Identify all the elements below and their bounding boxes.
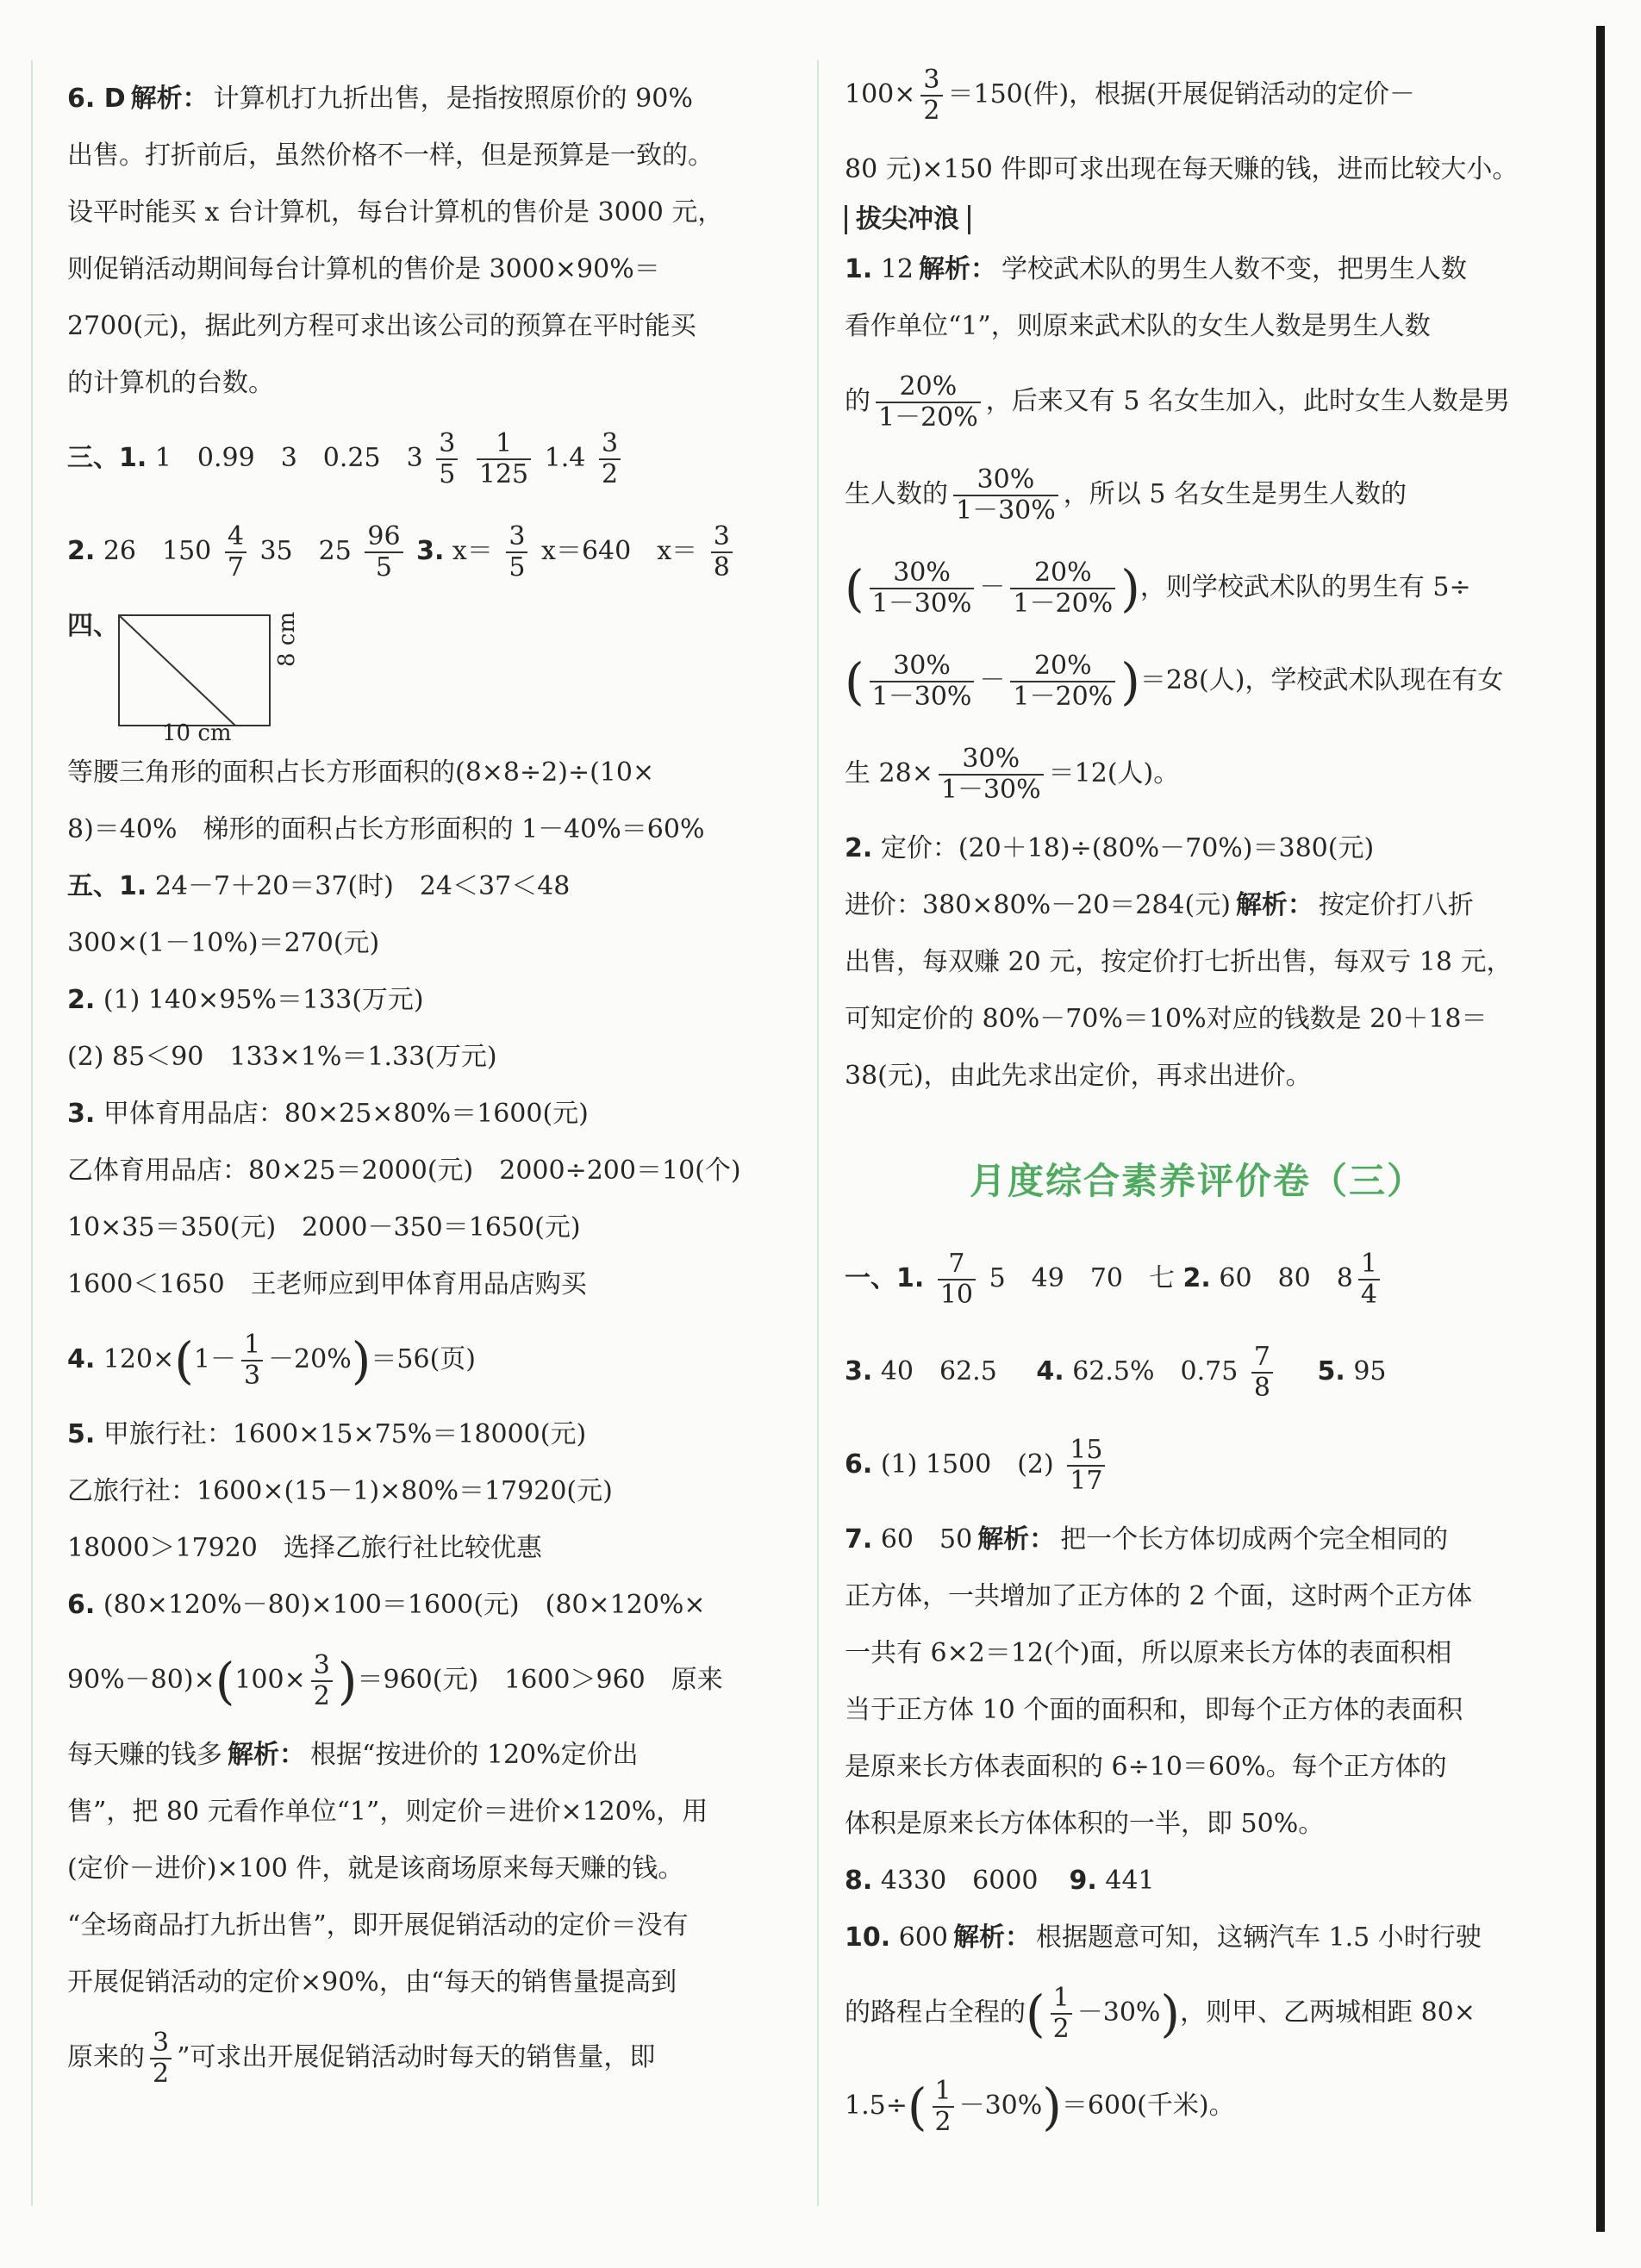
b1-line-2: 看作单位“1”，则原来武术队的女生人数是男生人数 bbox=[845, 311, 1431, 341]
left-margin-line bbox=[31, 60, 33, 2206]
section5-q6e: (定价－进价)×100 件，就是该商场原来每天赚的钱。 bbox=[67, 1854, 684, 1884]
c10-line-2: 的路程占全程的( $\frac{1}{2}$ －30%)，则甲、乙两城相距 80× bbox=[845, 1983, 1476, 2044]
c1-line: 一、1. $\frac{7}{10}$ 5 49 70 七 2. 60 80 8 $\frac{1}{4}$ bbox=[845, 1232, 1560, 1325]
rectangle bbox=[119, 615, 270, 726]
b2-line-1: 2. 定价：(20＋18)÷(80%－70%)＝380(元) bbox=[845, 833, 1375, 863]
b1-line-1: 1. 12 解析： 学校武术队的男生人数不变，把男生人数 bbox=[845, 254, 1468, 284]
section3-q2-q3: 2. 26 150 $\frac{4}{7}$ 35 25 $\frac{96}{5}$ 3. x＝ $\frac{3}{5}$ x＝640 x＝ $\frac{3}{8}$ bbox=[67, 505, 826, 598]
right-paren: ) bbox=[1160, 1984, 1181, 2043]
c6-line: 6. (1) 1500 (2) $\frac{15}{17}$ bbox=[845, 1418, 1560, 1511]
c7-line-2: 正方体，一共增加了正方体的 2 个面，这时两个正方体 bbox=[845, 1581, 1473, 1611]
section5-q5a: 5. 甲旅行社：1600×15×75%＝18000(元) bbox=[67, 1419, 587, 1449]
section5-q3c: 10×35＝350(元) 2000－350＝1650(元) bbox=[67, 1212, 581, 1243]
section5-q6b: 90%－80)×(100× $\frac{3}{2}$ )＝960(元) 1600＞960 原来 bbox=[67, 1650, 723, 1711]
left-paren: ( bbox=[845, 652, 864, 711]
fraction: $\frac{20\%}{1-20\%}$ bbox=[1010, 558, 1115, 619]
c7-line-3: 一共有 6×2＝12(个)面，所以原来长方体的表面积相 bbox=[845, 1638, 1452, 1668]
section5-q2a: 2. (1) 140×95%＝133(万元) bbox=[67, 985, 424, 1015]
c7-line-5: 是原来长方体表面积的 6÷10＝60%。每个正方体的 bbox=[845, 1752, 1447, 1782]
section4-figure-row: 四、 10 cm 8 cm bbox=[67, 611, 300, 746]
q6-line-4: 则促销活动期间每台计算机的售价是 3000×90%＝ bbox=[67, 254, 660, 284]
b2-line-3: 出售，每双赚 20 元，按定价打七折出售，每双亏 18 元， bbox=[845, 947, 1513, 977]
section4-line-2: 8)＝40% 梯形的面积占长方形面积的 1－40%＝60% bbox=[67, 814, 705, 844]
c7-line-6: 体积是原来长方体体积的一半，即 50%。 bbox=[845, 1809, 1325, 1839]
fraction: $\frac{1}{2}$ bbox=[933, 2077, 954, 2137]
section5-q6a: 6. (80×120%－80)×100＝1600(元) (80×120%× bbox=[67, 1590, 706, 1620]
fraction: $\frac{1}{3}$ bbox=[241, 1330, 263, 1391]
b1-line-4: 生人数的 $\frac{30\%}{1-30\%}$ ，所以 5 名女生是男生人数的 bbox=[845, 464, 1407, 526]
fraction: $\frac{20\%}{1-20\%}$ bbox=[1010, 651, 1115, 712]
right-paren: ) bbox=[1120, 652, 1140, 711]
fraction: $\frac{7}{8}$ bbox=[1251, 1343, 1273, 1403]
section5-q1: 五、1. 24－7＋20＝37(时) 24＜37＜48 bbox=[67, 871, 571, 901]
section-title: 月度综合素养评价卷（三） bbox=[970, 1160, 1426, 1202]
diagonal-line bbox=[119, 615, 235, 726]
fraction: $\frac{3}{5}$ bbox=[506, 522, 527, 583]
fraction: $\frac{30\%}{1-30\%}$ bbox=[939, 745, 1044, 805]
fraction: $\frac{1}{4}$ bbox=[1358, 1249, 1380, 1310]
b1-line-7: 生 28× $\frac{30\%}{1-30\%}$ ＝12(人)。 bbox=[845, 744, 1180, 805]
section-badge-row bbox=[845, 198, 1560, 241]
c7-line-4: 当于正方体 10 个面的面积和，即每个正方体的表面积 bbox=[845, 1695, 1463, 1725]
section5-q4: 4. 120×(1－ $\frac{1}{3}$ －20%)＝56(页) bbox=[67, 1330, 476, 1391]
b2-line-4: 可知定价的 80%－70%＝10%对应的钱数是 20＋18＝ bbox=[845, 1004, 1488, 1034]
section-badge: 拔尖冲浪 bbox=[845, 205, 970, 234]
b2-line-2: 进价：380×80%－20＝284(元) 解析： 按定价打八折 bbox=[845, 890, 1474, 920]
fraction: $\frac{1}{125}$ bbox=[477, 429, 531, 489]
right-column bbox=[845, 65, 1560, 1105]
fraction: $\frac{1}{2}$ bbox=[1051, 1984, 1072, 2044]
fraction: $\frac{7}{10}$ bbox=[938, 1249, 976, 1310]
section5-q3a: 3. 甲体育用品店：80×25×80%＝1600(元) bbox=[67, 1099, 589, 1129]
fraction: $\frac{3}{5}$ bbox=[436, 429, 458, 489]
fraction: $\frac{20\%}{1-20\%}$ bbox=[876, 372, 981, 433]
q6-line-1: 6. D 解析： 计算机打九折出售，是指按照原价的 90% bbox=[67, 84, 693, 114]
b1-line-5: ( $\frac{30\%}{1-30\%}$ － $\frac{20\%}{1-20\%}$ )，则学校武术队的男生有 5÷ bbox=[845, 558, 1471, 619]
q6-line-2: 出售。打折前后，虽然价格不一样，但是预算是一致的。 bbox=[67, 140, 714, 171]
fraction: $\frac{4}{7}$ bbox=[225, 522, 246, 583]
fraction: $\frac{3}{2}$ bbox=[311, 1651, 333, 1711]
c10-line-1: 10. 600 解析： 根据题意可知，这辆汽车 1.5 小时行驶 bbox=[845, 1922, 1482, 1953]
fraction: $\frac{30\%}{1-30\%}$ bbox=[953, 465, 1058, 526]
fraction: $\frac{30\%}{1-30\%}$ bbox=[870, 651, 975, 712]
left-paren: ( bbox=[845, 559, 864, 618]
q6-line-5: 2700(元)，据此列方程可求出该公司的预算在平时能买 bbox=[67, 311, 696, 341]
c10-line-3: 1.5÷( $\frac{1}{2}$ －30%)＝600(千米)。 bbox=[845, 2076, 1235, 2137]
section5-q5b: 乙旅行社：1600×(15－1)×80%＝17920(元) bbox=[67, 1476, 613, 1506]
left-column bbox=[67, 71, 826, 2104]
fraction: $\frac{30\%}{1-30\%}$ bbox=[870, 558, 975, 619]
fraction: $\frac{3}{2}$ bbox=[150, 2028, 172, 2089]
right-paren: ) bbox=[1042, 2078, 1062, 2136]
section5-q6h: 原来的 $\frac{3}{2}$ ”可求出开展促销活动时每天的销售量，即 bbox=[67, 2028, 656, 2089]
left-paren: ( bbox=[907, 2078, 927, 2136]
r-line-1: 100× $\frac{3}{2}$ ＝150(件)，根据(开展促销活动的定价－ bbox=[845, 65, 1415, 126]
section5-q5c: 18000＞17920 选择乙旅行社比较优惠 bbox=[67, 1533, 542, 1563]
left-paren: ( bbox=[174, 1331, 194, 1390]
fraction: $\frac{3}{2}$ bbox=[599, 429, 621, 489]
right-paren: ) bbox=[1120, 559, 1140, 618]
c3-line: 3. 40 62.5 4. 62.5% 0.75 $\frac{7}{8}$ 5. 95 bbox=[845, 1342, 1387, 1403]
b1-line-3: 的 $\frac{20\%}{1-20\%}$ ，后来又有 5 名女生加入，此时女生人数是男 bbox=[845, 371, 1510, 433]
fraction: $\frac{96}{5}$ bbox=[365, 522, 402, 583]
page-edge-shadow bbox=[1596, 26, 1605, 2232]
section5-q3b: 乙体育用品店：80×25＝2000(元) 2000÷200＝10(个) bbox=[67, 1156, 741, 1186]
c7-line-1: 7. 60 50 解析： 把一个长方体切成两个完全相同的 bbox=[845, 1524, 1449, 1555]
fraction: $\frac{3}{8}$ bbox=[711, 522, 733, 583]
section5-q6c: 每天赚的钱多 解析： 根据“按进价的 120%定价出 bbox=[67, 1740, 639, 1770]
section5-q6f: “全场商品打九折出售”，即开展促销活动的定价＝没有 bbox=[67, 1910, 689, 1941]
left-paren: ( bbox=[215, 1652, 235, 1710]
section5-q3d: 1600＜1650 王老师应到甲体育用品店购买 bbox=[67, 1269, 587, 1299]
section5-q2b: (2) 85＜90 133×1%＝1.33(万元) bbox=[67, 1042, 497, 1072]
section5-q1b: 300×(1－10%)＝270(元) bbox=[67, 928, 380, 958]
section5-q6g: 开展促销活动的定价×90%，由“每天的销售量提高到 bbox=[67, 1967, 677, 1997]
c8-line: 8. 4330 6000 9. 441 bbox=[845, 1866, 1155, 1896]
q6-line-3: 设平时能买 x 台计算机，每台计算机的售价是 3000 元， bbox=[67, 197, 724, 227]
r-line-2: 80 元)×150 件即可求出现在每天赚的钱，进而比较大小。 bbox=[845, 154, 1519, 184]
left-paren: ( bbox=[1026, 1984, 1045, 2043]
section3-q1: 三、1. 1 0.99 3 0.25 3 $\frac{3}{5}$ $\frac{1}{125}$ 1.4 $\frac{3}{2}$ bbox=[67, 412, 826, 505]
fraction: $\frac{15}{17}$ bbox=[1067, 1436, 1105, 1496]
right-paren: ) bbox=[337, 1652, 358, 1710]
section4-line-1: 等腰三角形的面积占长方形面积的(8×8÷2)÷(10× bbox=[67, 757, 655, 788]
figure-width-label: 10 cm bbox=[162, 720, 232, 746]
right-column-lower bbox=[845, 1232, 1560, 2153]
b1-line-6: ( $\frac{30\%}{1-30\%}$ － $\frac{20\%}{1-20\%}$ )＝28(人)，学校武术队现在有女 bbox=[845, 651, 1504, 712]
fraction: $\frac{3}{2}$ bbox=[920, 65, 942, 126]
q6-line-6: 的计算机的台数。 bbox=[67, 368, 274, 398]
b2-line-5: 38(元)，由此先求出定价，再求出进价。 bbox=[845, 1061, 1312, 1091]
figure-height-label: 8 cm bbox=[274, 611, 300, 667]
right-paren: ) bbox=[351, 1331, 371, 1390]
section5-q6d: 售”，把 80 元看作单位“1”，则定价＝进价×120%，用 bbox=[67, 1797, 708, 1827]
